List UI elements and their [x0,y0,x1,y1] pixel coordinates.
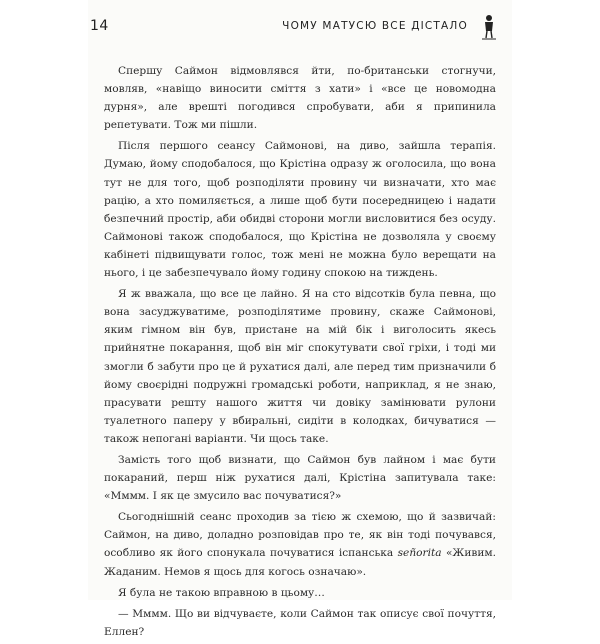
person-icon [480,14,498,40]
paragraph: Після першого сеансу Саймонові, на диво, зайшла терапія. Думаю, йому сподобалося, що Крістіна одразу ж оголосила, що вона тут не для того, щоб розподіляти провину чи визначати, хто має рацію, а хто помиляється, а лише щоб бути посередницею і надати безпечний простір, аби обидві сторони могли висловитися без осуду. Саймонові також сподобалося, що Крістіна не дозволяла у своєму кабінеті підвищувати голос, тож мені не можна було верещати на нього, і це забезпечувало йому годину спокою на тиждень. [104,140,496,280]
paragraph: — Мммм. Що ви відчуваєте, коли Саймон так описує свої почуття, Еллен? [104,607,496,638]
running-title: ЧОМУ МАТУСЮ ВСЕ ДІСТАЛО [282,20,468,32]
body-text [104,62,496,644]
paragraph: Замість того щоб визнати, що Саймон був лайном і має бути покараний, перш ніж рухатися далі, Крістіна запитувала таке: «Мммм. І як це змусило вас почуватися?» [104,453,496,503]
book-page [88,0,512,638]
quote-text: «Живим. Жаданим. Немов я щось для когось означаю». [104,547,497,578]
paragraph: Я була не такою вправною в цьому… [118,586,325,599]
italic-word: señorita [397,547,442,560]
paragraph-text: Сьогоднішній сеанс проходив за тією ж схемою, що й зазвичай: Саймон, на диво, доладно розповідав про те, як він тоді почувався, особливо як його спонукала почуватися іспанська [104,511,496,560]
paragraph: Спершу Саймон відмовлявся йти, по-британськи стогнучи, мовляв, «навіщо виносити сміття з хати» і «все це новомодна дурня», але врешті погодився спробувати, аби я припинила репетувати. Тож ми пішли. [104,65,496,132]
paragraph [104,508,496,580]
page-header [88,14,512,40]
paragraph: Я ж вважала, що все це лайно. Я на сто відсотків була певна, що вона засуджуватиме, розподілятиме провину, скаже Саймонові, яким гімном він був, пристане на мій бік і виголосить якесь прийнятне покарання, щоб він міг спокутувати свої гріхи, і тоді ми змогли б забути про це й рухатися далі, але перед тим призначили б йому своєрідні подружні громадські роботи, наприклад, я не знаю, прасувати решту нашого життя чи довіку замінювати рулони туалетного паперу у вбиральні, сидіти в колодках, бичуватися — також непогані варіанти. Чи щось таке. [104,288,496,445]
page-number: 14 [90,18,109,34]
